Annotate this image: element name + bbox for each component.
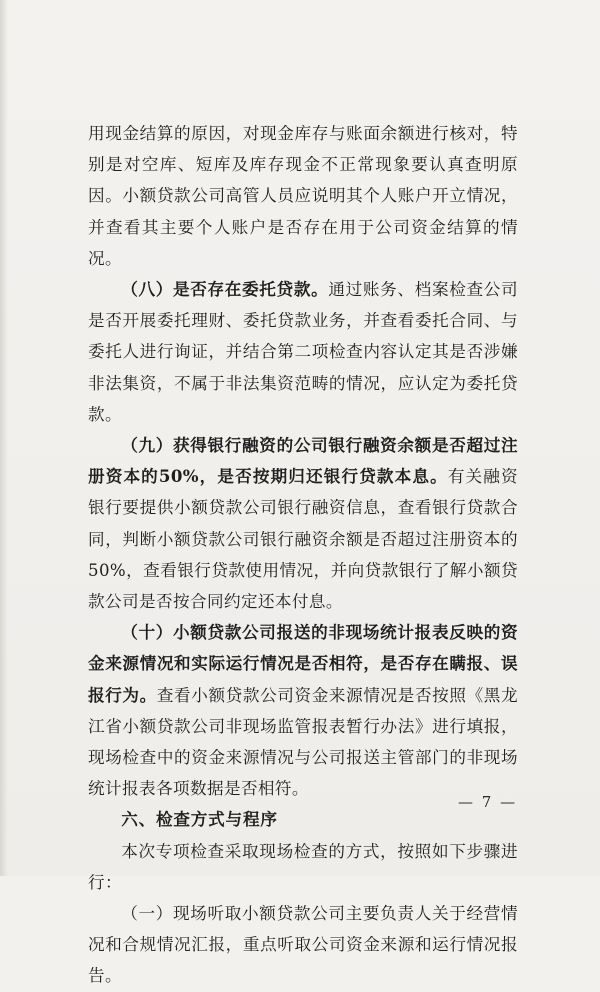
section-body-8: 通过账务、档案检查公司是否开展委托理财、委托贷款业务，并查看委托合同、与委托人进行询证，并结合第二项检查内容认定其是否涉嫌非法集资，不属于非法集资范畴的情况，应认定为委托贷款。 [88,280,518,424]
section-title-8: （八）是否存在委托贷款。 [121,279,329,300]
paragraph-cash-settlement: 用现金结算的原因，对现金库存与账面余额进行核对，特别是对空库、短库及库存现金不正常现象要认真查明原因。小额贷款公司高管人员应说明其个人账户开立情况，并查看其主要个人账户是否存在用于公司资金结算的情况。 [88,124,518,268]
section-title-10: （十）小额贷款公司报送的非现场统计报表反映的资金来源情况和实际运行情况是否相符，是否存在瞒报、误报行为。 [88,622,518,705]
document-body [88,118,518,992]
paragraph-offsite-reports [88,617,518,804]
section-body-10: 查看小额贷款公司资金来源情况是否按照《黑龙江省小额贷款公司非现场监管报表暂行办法》进行填报，现场检查中的资金来源情况与公司报送主管部门的非现场统计报表各项数据是否相符。 [88,685,518,799]
paragraph-inspection-method: 本次专项检查采取现场检查的方式，按照如下步骤进行： [88,841,518,892]
paragraph-entrusted-loans [88,274,518,430]
paragraph-step-one: （一）现场听取小额贷款公司主要负责人关于经营情况和合规情况汇报，重点听取公司资金来源和运行情况报告。 [88,904,518,986]
scan-edge-shadow [0,0,8,876]
section-title-9: （九）获得银行融资的公司银行融资余额是否超过注册资本的50%，是否按期归还银行贷款本息。 [88,435,518,487]
heading-inspection-procedure: 六、检查方式与程序 [121,810,278,830]
page-number: — 7 — [458,793,518,811]
paragraph-bank-financing [88,430,518,617]
section-body-9: 有关融资银行要提供小额贷款公司银行融资信息，查看银行贷款合同，判断小额贷款公司银行融资余额是否超过注册资本的50%，查看银行贷款使用情况，并向贷款银行了解小额贷款公司是否按合同约定还本付息。 [88,467,518,612]
